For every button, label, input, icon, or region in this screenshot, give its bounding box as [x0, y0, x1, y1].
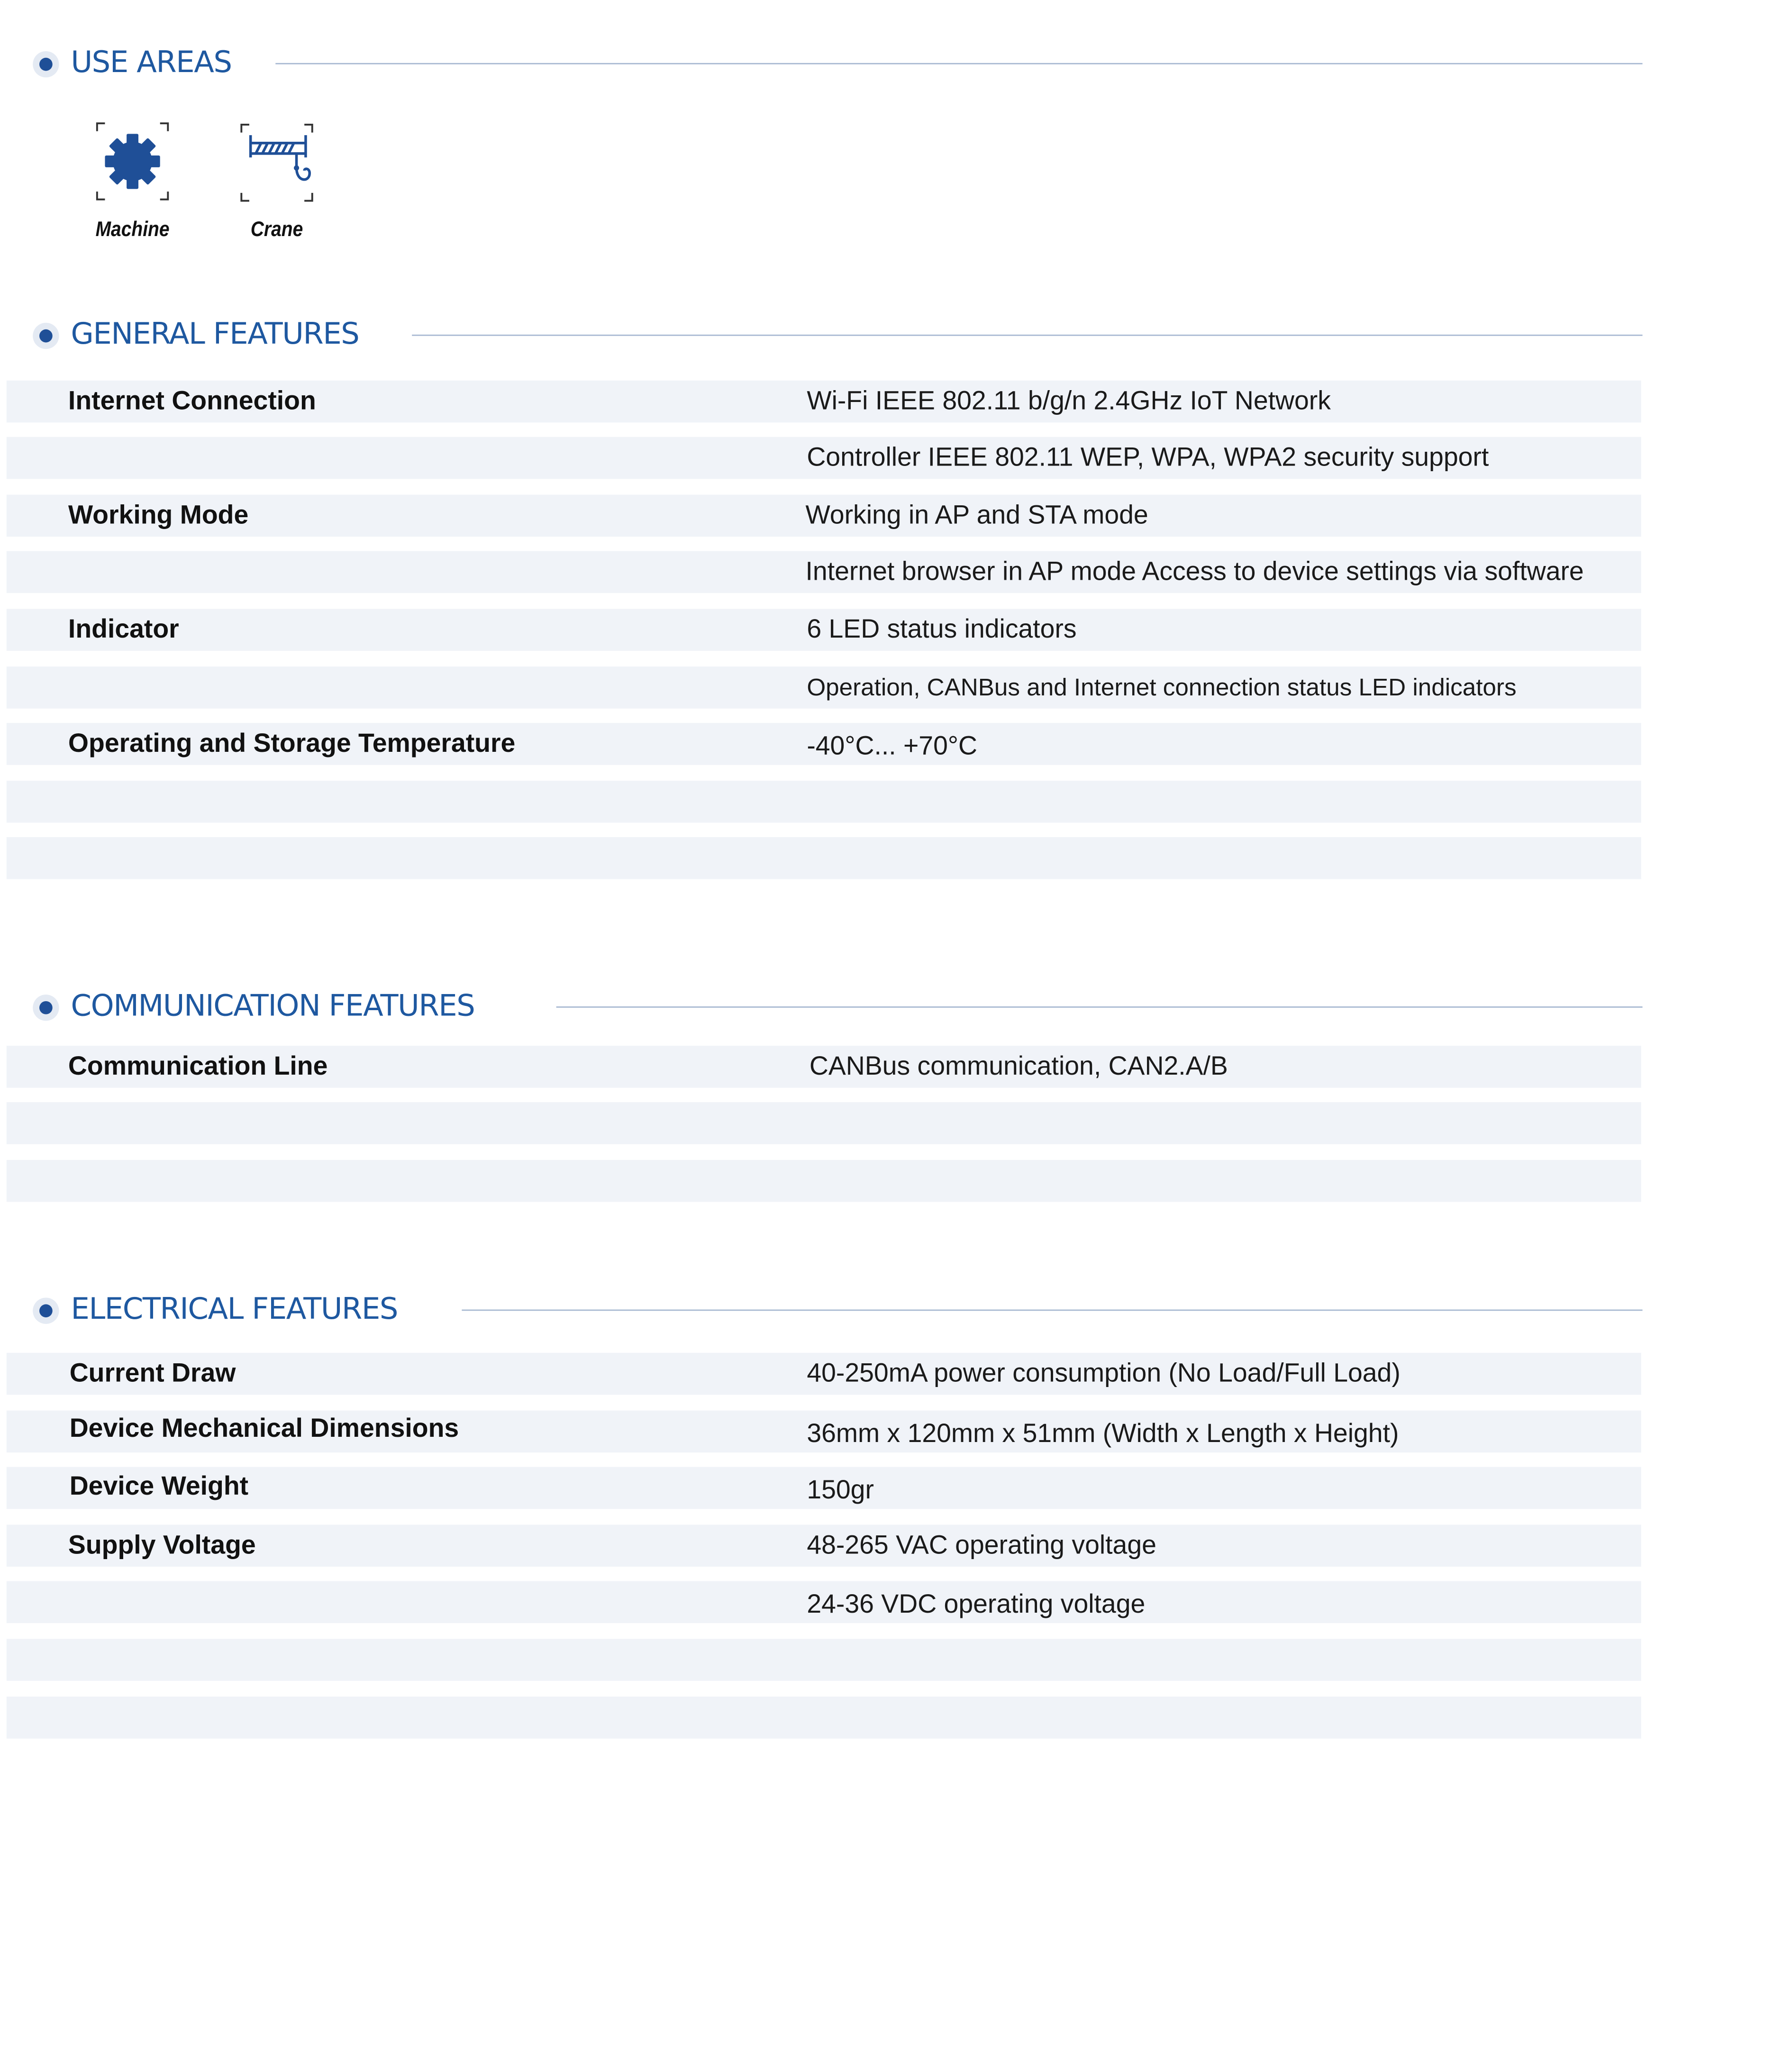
bullet-icon [33, 995, 59, 1021]
communication-features-header [31, 984, 1642, 1023]
table-row [7, 495, 1641, 537]
use-areas-header [31, 41, 1642, 80]
electrical-features-header [31, 1287, 1642, 1326]
section-title: USE AREAS [71, 46, 232, 80]
row-value: 40-250mA power consumption (No Load/Full Load) [807, 1359, 1401, 1388]
section-title: GENERAL FEATURES [71, 317, 359, 352]
row-value: Controller IEEE 802.11 WEP, WPA, WPA2 security support [807, 443, 1489, 473]
gear-icon [93, 121, 172, 202]
row-label: Device Mechanical Dimensions [69, 1414, 459, 1443]
table-row [7, 1639, 1641, 1681]
use-area-machine [80, 121, 185, 243]
row-value: 150gr [807, 1476, 874, 1505]
section-title: COMMUNICATION FEATURES [71, 989, 475, 1024]
row-value: Internet browser in AP mode Access to device settings via software [805, 557, 1584, 587]
row-value: 36mm x 120mm x 51mm (Width x Length x Height) [807, 1419, 1399, 1449]
row-value: Working in AP and STA mode [805, 501, 1148, 530]
row-label: Current Draw [69, 1359, 236, 1388]
divider-line [556, 1006, 1643, 1008]
table-row [7, 1160, 1641, 1202]
table-row [7, 1467, 1641, 1509]
bullet-icon [33, 1298, 59, 1324]
bullet-icon [33, 51, 59, 77]
table-row [7, 1046, 1641, 1088]
table-row [7, 437, 1641, 479]
table-row [7, 1581, 1641, 1623]
use-area-crane [224, 121, 329, 243]
table-row [7, 723, 1641, 765]
row-value: -40°C... +70°C [807, 732, 978, 761]
table-row [7, 1524, 1641, 1567]
row-label: Working Mode [68, 501, 249, 530]
row-value: 48-265 VAC operating voltage [807, 1531, 1156, 1561]
table-row [7, 1411, 1641, 1453]
table-row [7, 551, 1641, 593]
use-area-label: Machine [95, 219, 170, 242]
row-label: Supply Voltage [68, 1531, 256, 1561]
table-row [7, 837, 1641, 879]
divider-line [275, 63, 1642, 64]
divider-line [412, 335, 1642, 336]
table-row [7, 781, 1641, 823]
table-row [7, 1697, 1641, 1739]
row-value: CANBus communication, CAN2.A/B [809, 1052, 1228, 1081]
row-value: 6 LED status indicators [807, 615, 1077, 645]
bullet-icon [33, 323, 59, 349]
table-row [7, 1102, 1641, 1144]
use-area-label: Crane [250, 219, 303, 242]
table-row [7, 1353, 1641, 1395]
row-value: 24-36 VDC operating voltage [807, 1590, 1146, 1619]
divider-line [462, 1309, 1642, 1311]
row-label: Operating and Storage Temperature [68, 730, 516, 758]
row-value: Wi-Fi IEEE 802.11 b/g/n 2.4GHz IoT Network [807, 387, 1331, 416]
crane-hook-icon [237, 121, 316, 202]
table-row [7, 609, 1641, 651]
table-row [7, 666, 1641, 709]
general-features-header [31, 312, 1642, 352]
row-label: Communication Line [68, 1052, 328, 1081]
row-label: Device Weight [69, 1472, 249, 1501]
table-row [7, 381, 1641, 423]
row-label: Indicator [68, 615, 179, 645]
row-label: Internet Connection [68, 387, 316, 416]
section-title: ELECTRICAL FEATURES [71, 1292, 398, 1327]
row-value: Operation, CANBus and Internet connection status LED indicators [807, 673, 1517, 701]
